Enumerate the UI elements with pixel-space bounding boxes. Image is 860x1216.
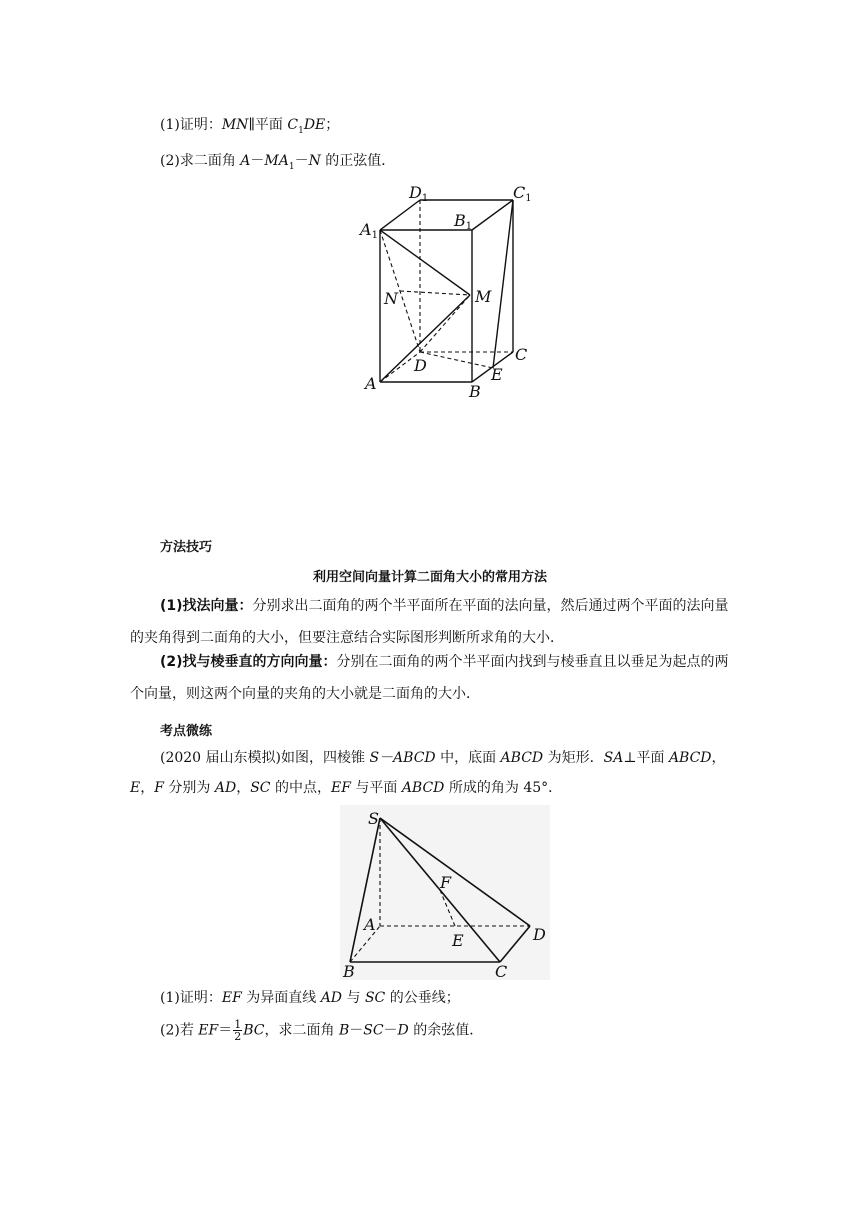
label-e: E	[491, 365, 503, 384]
label-m: M	[475, 287, 492, 306]
label-b: B	[469, 382, 481, 401]
label-f: F	[440, 873, 452, 892]
method-paragraph-1: (1)找法向量：分别求出二面角的两个半平面所在平面的法向量，然后通过两个平面的法向量的夹角得到二面角的大小，但要注意结合实际图形判断所求角的大小．	[130, 598, 729, 646]
segment-a1m	[380, 230, 470, 295]
practice-intro-line-2: E，F 分别为 AD，SC 的中点，EF 与平面 ABCD 所成的角为 45°．	[130, 780, 563, 796]
method-title: 利用空间向量计算二面角大小的常用方法	[312, 570, 547, 585]
label-a1: A1	[360, 220, 378, 241]
label-a: A	[364, 915, 376, 934]
label-d: D	[533, 925, 546, 944]
label-d1: D1	[409, 183, 429, 204]
label-a: A	[365, 374, 377, 393]
hidden-segment-dm	[420, 295, 470, 352]
label-e: E	[452, 931, 464, 950]
edge-a1d1	[380, 200, 420, 230]
label-c: C	[495, 962, 508, 980]
practice-question-2: (2)若 EF＝ $\frac{1}{2}$ BC，求二面角 B－SC－D 的余弦值．	[160, 1018, 484, 1043]
figure-background	[340, 805, 550, 980]
label-s: S	[368, 809, 379, 828]
problem1-question-1: (1)证明：MN∥平面 $C_1DE$；	[160, 117, 340, 136]
hidden-segment-nm	[400, 291, 470, 295]
problem1-question-2: (2)求二面角 $A-MA_1-N$ 的正弦值．	[160, 153, 396, 172]
label-d: D	[414, 356, 427, 375]
method-paragraph-2: (2)找与棱垂直的方向向量：分别在二面角的两个半平面内找到与棱垂直且以垂足为起点的两个向量，则这两个向量的夹角的大小就是二面角的大小．	[130, 654, 729, 702]
pyramid-figure	[340, 805, 550, 980]
label-b1: B1	[454, 211, 473, 232]
method-heading: 方法技巧	[160, 540, 213, 555]
segment-c1e	[493, 200, 513, 368]
prism-figure	[350, 180, 550, 405]
hidden-segment-de	[420, 352, 493, 368]
label-n: N	[384, 289, 398, 308]
fraction-one-half: $\frac{1}{2}$	[234, 1018, 242, 1043]
label-b: B	[343, 962, 355, 980]
practice-question-1: (1)证明：EF 为异面直线 AD 与 SC 的公垂线；	[160, 990, 460, 1006]
label-c: C	[515, 345, 528, 364]
practice-intro-line-1: (2020 届山东模拟)如图，四棱锥 S－ABCD 中，底面 ABCD 为矩形．SA⊥平面 ABCD，	[160, 750, 726, 766]
label-c1: C1	[513, 183, 532, 204]
edge-b1c1	[472, 200, 513, 230]
practice-heading: 考点微练	[160, 724, 213, 739]
